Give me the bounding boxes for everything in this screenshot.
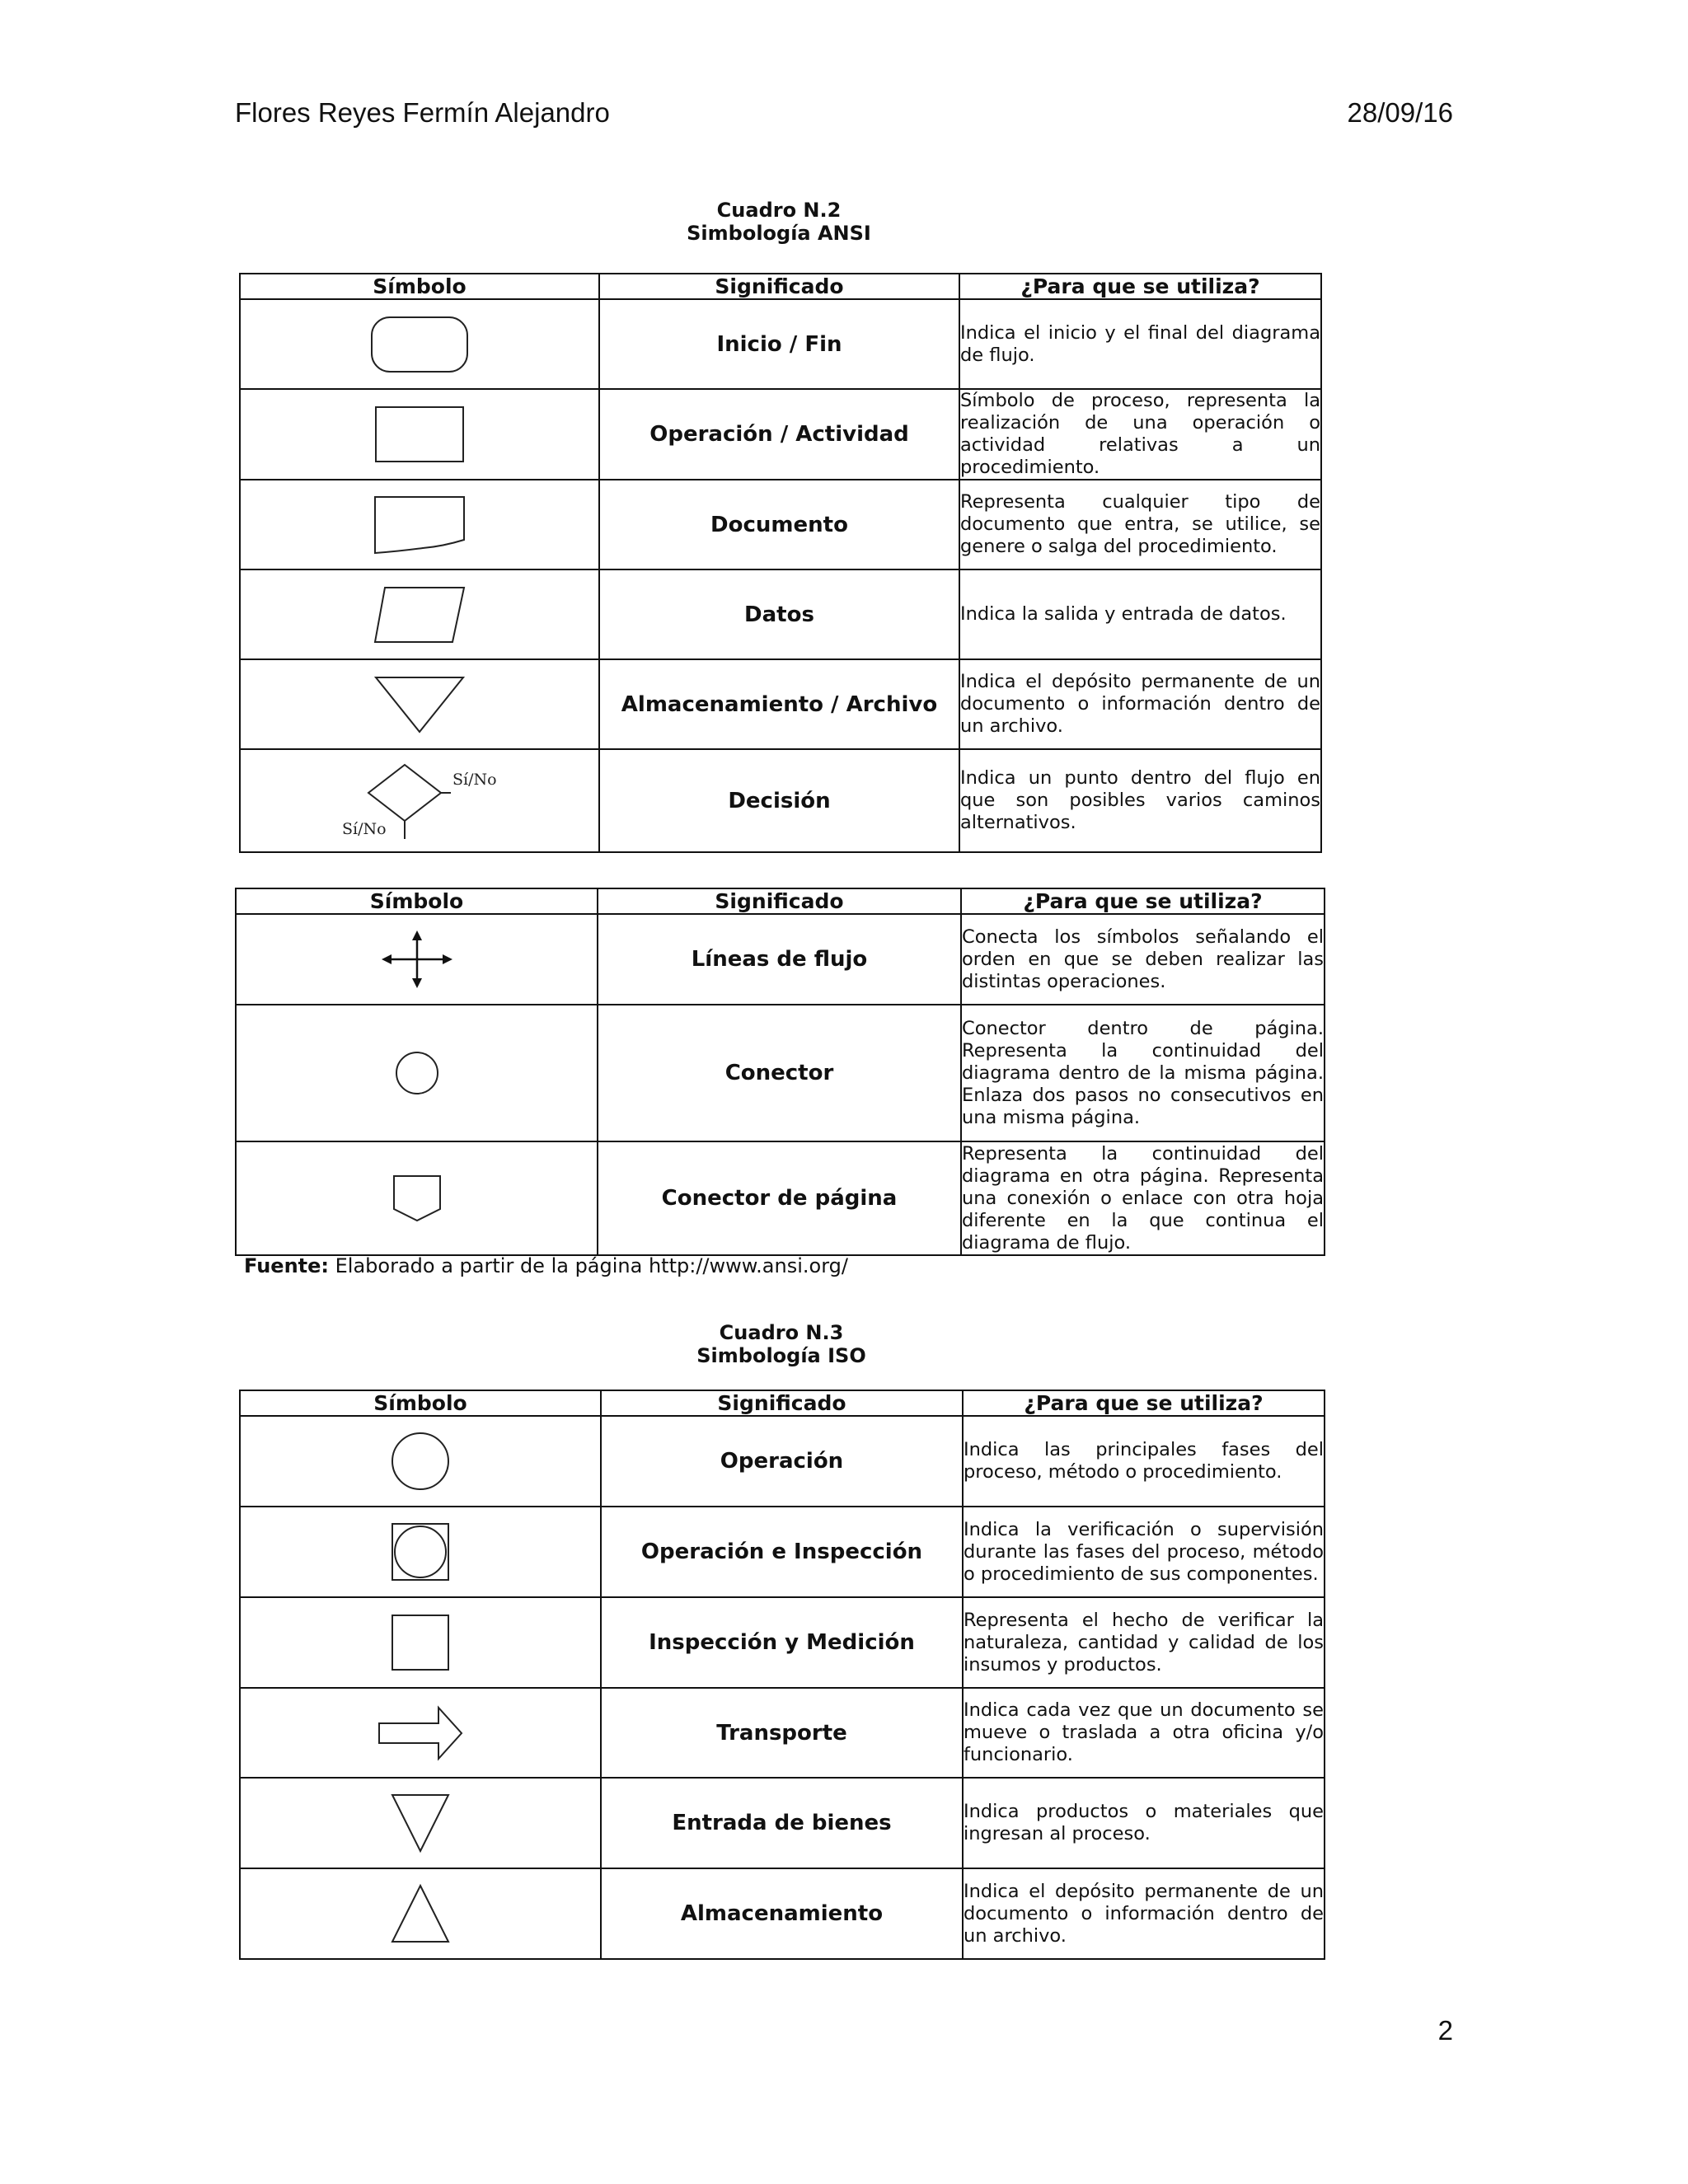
symbol-cell <box>240 299 599 389</box>
use-cell: Indica cada vez que un documento se mueve o traslada a otra oficina y/o funcionario. <box>963 1688 1325 1778</box>
use-cell: Indica productos o materiales que ingresan al proceso. <box>963 1778 1325 1868</box>
table-row <box>240 659 1321 749</box>
page-number: 2 <box>1437 2015 1453 2046</box>
iso-symbol-table <box>239 1390 1325 1960</box>
use-cell: Símbolo de proceso, representa la realización de una operación o actividad relativas a un procedimiento. <box>960 390 1320 478</box>
circle-icon <box>390 1431 451 1492</box>
use-cell: Indica el depósito permanente de un documento o información dentro de un archivo. <box>959 659 1321 749</box>
use-cell: Representa el hecho de verificar la naturaleza, cantidad y calidad de los insumos y productos. <box>963 1597 1325 1688</box>
source-label: Fuente: <box>244 1254 329 1277</box>
table-row <box>240 1688 1325 1778</box>
ansi-caption-number: Cuadro N.2 <box>716 199 842 222</box>
use-cell: Indica un punto dentro del flujo en que son posibles varios caminos alternativos. <box>959 749 1321 852</box>
parallelogram-icon <box>373 586 466 644</box>
meaning-cell: Documento <box>599 480 959 569</box>
use-cell: Indica el depósito permanente de un documento o información dentro de un archivo. <box>963 1868 1325 1959</box>
header-date: 28/09/16 <box>1347 97 1453 128</box>
use-cell: Representa cualquier tipo de documento que entra, se utilice, se genere o salga del procedimiento. <box>959 480 1321 569</box>
use-cell: Indica el inicio y el final del diagrama de flujo. <box>959 299 1321 389</box>
ansi-caption <box>239 199 1319 245</box>
meaning-cell: Conector <box>598 1005 961 1141</box>
circle-in-square-icon <box>391 1522 450 1582</box>
symbol-cell <box>240 659 599 749</box>
meaning-cell: Conector de página <box>598 1141 961 1255</box>
table-row <box>236 914 1325 1005</box>
meaning-cell: Entrada de bienes <box>601 1778 963 1868</box>
right-arrow-icon <box>377 1706 463 1760</box>
source-note <box>244 1254 848 1277</box>
iso-caption <box>241 1321 1322 1367</box>
meaning-cell: Decisión <box>599 749 959 852</box>
meaning-cell: Líneas de flujo <box>598 914 961 1005</box>
inverted-triangle-icon <box>374 676 465 733</box>
symbol-cell <box>240 480 599 569</box>
ansi-connector-table <box>235 888 1325 1256</box>
meaning-cell: Inspección y Medición <box>601 1597 963 1688</box>
decision-yes-no-label-left: Sí/No <box>342 819 387 838</box>
use-cell: Representa la continuidad del diagrama en otra página. Representa una conexión o enlace con otra hoja diferente en la que continua el diagrama de flujo. <box>961 1141 1325 1255</box>
meaning-cell: Operación <box>601 1416 963 1507</box>
table-row <box>240 299 1321 389</box>
four-way-arrow-icon <box>380 930 454 988</box>
off-page-connector-icon <box>392 1174 442 1222</box>
use-cell: Conector dentro de página. Representa la continuidad del diagrama dentro de la misma página. Enlaza dos pasos no consecutivos en una misma página. <box>961 1005 1325 1141</box>
table-row <box>240 1597 1325 1688</box>
triangle-icon <box>391 1884 450 1943</box>
symbol-cell <box>240 1416 601 1507</box>
symbol-cell <box>240 569 599 659</box>
meaning-cell: Almacenamiento <box>601 1868 963 1959</box>
use-cell: Conecta los símbolos señalando el orden en que se deben realizar las distintas operaciones. <box>961 914 1325 1005</box>
table-row <box>240 1416 1325 1507</box>
iso-caption-number: Cuadro N.3 <box>719 1321 844 1344</box>
symbol-cell <box>236 914 598 1005</box>
use-cell: Indica las principales fases del proceso, método o procedimiento. <box>963 1416 1325 1507</box>
table-row <box>240 1507 1325 1597</box>
table-header-row <box>240 1390 1325 1416</box>
table-row <box>240 749 1321 852</box>
column-header-meaning: Significado <box>598 888 961 914</box>
decision-yes-no-label-right: Sí/No <box>452 770 497 789</box>
column-header-symbol: Símbolo <box>240 274 599 299</box>
use-cell: Indica la salida y entrada de datos. <box>959 569 1321 659</box>
rounded-rectangle-icon <box>370 316 469 373</box>
symbol-cell <box>240 1688 601 1778</box>
symbol-cell <box>240 1868 601 1959</box>
page-header <box>235 97 1453 138</box>
circle-icon <box>394 1050 440 1096</box>
meaning-cell: Inicio / Fin <box>599 299 959 389</box>
column-header-use: ¿Para que se utiliza? <box>959 274 1321 299</box>
table-row <box>236 1005 1325 1141</box>
ansi-caption-title: Simbología ANSI <box>687 222 871 245</box>
iso-caption-title: Simbología ISO <box>696 1344 866 1367</box>
meaning-cell: Datos <box>599 569 959 659</box>
symbol-cell <box>240 749 599 852</box>
decision-diamond-icon <box>337 760 502 842</box>
column-header-symbol: Símbolo <box>240 1390 601 1416</box>
table-row <box>240 389 1321 480</box>
author-name: Flores Reyes Fermín Alejandro <box>235 97 610 128</box>
table-row <box>240 1778 1325 1868</box>
symbol-cell <box>236 1141 598 1255</box>
column-header-meaning: Significado <box>601 1390 963 1416</box>
table-row <box>240 569 1321 659</box>
source-text: Elaborado a partir de la página http://www.ansi.org/ <box>335 1254 848 1277</box>
symbol-cell <box>240 389 599 480</box>
table-row <box>240 480 1321 569</box>
column-header-use: ¿Para que se utiliza? <box>963 1390 1325 1416</box>
symbol-cell <box>240 1778 601 1868</box>
square-icon <box>391 1614 450 1671</box>
table-row <box>236 1141 1325 1255</box>
meaning-cell: Operación e Inspección <box>601 1507 963 1597</box>
column-header-meaning: Significado <box>599 274 959 299</box>
column-header-use: ¿Para que se utiliza? <box>961 888 1325 914</box>
rectangle-icon <box>374 405 465 463</box>
table-row <box>240 1868 1325 1959</box>
table-header-row <box>236 888 1325 914</box>
use-cell: Indica la verificación o supervisión durante las fases del proceso, método o procedimiento de sus componentes. <box>963 1507 1325 1597</box>
symbol-cell <box>240 1507 601 1597</box>
ansi-symbol-table <box>239 273 1322 853</box>
meaning-cell: Operación / Actividad <box>599 389 959 480</box>
table-header-row <box>240 274 1321 299</box>
symbol-cell <box>240 1597 601 1688</box>
column-header-symbol: Símbolo <box>236 888 598 914</box>
symbol-cell <box>236 1005 598 1141</box>
meaning-cell: Almacenamiento / Archivo <box>599 659 959 749</box>
document-icon <box>373 495 466 555</box>
inverted-triangle-icon <box>391 1793 450 1853</box>
meaning-cell: Transporte <box>601 1688 963 1778</box>
